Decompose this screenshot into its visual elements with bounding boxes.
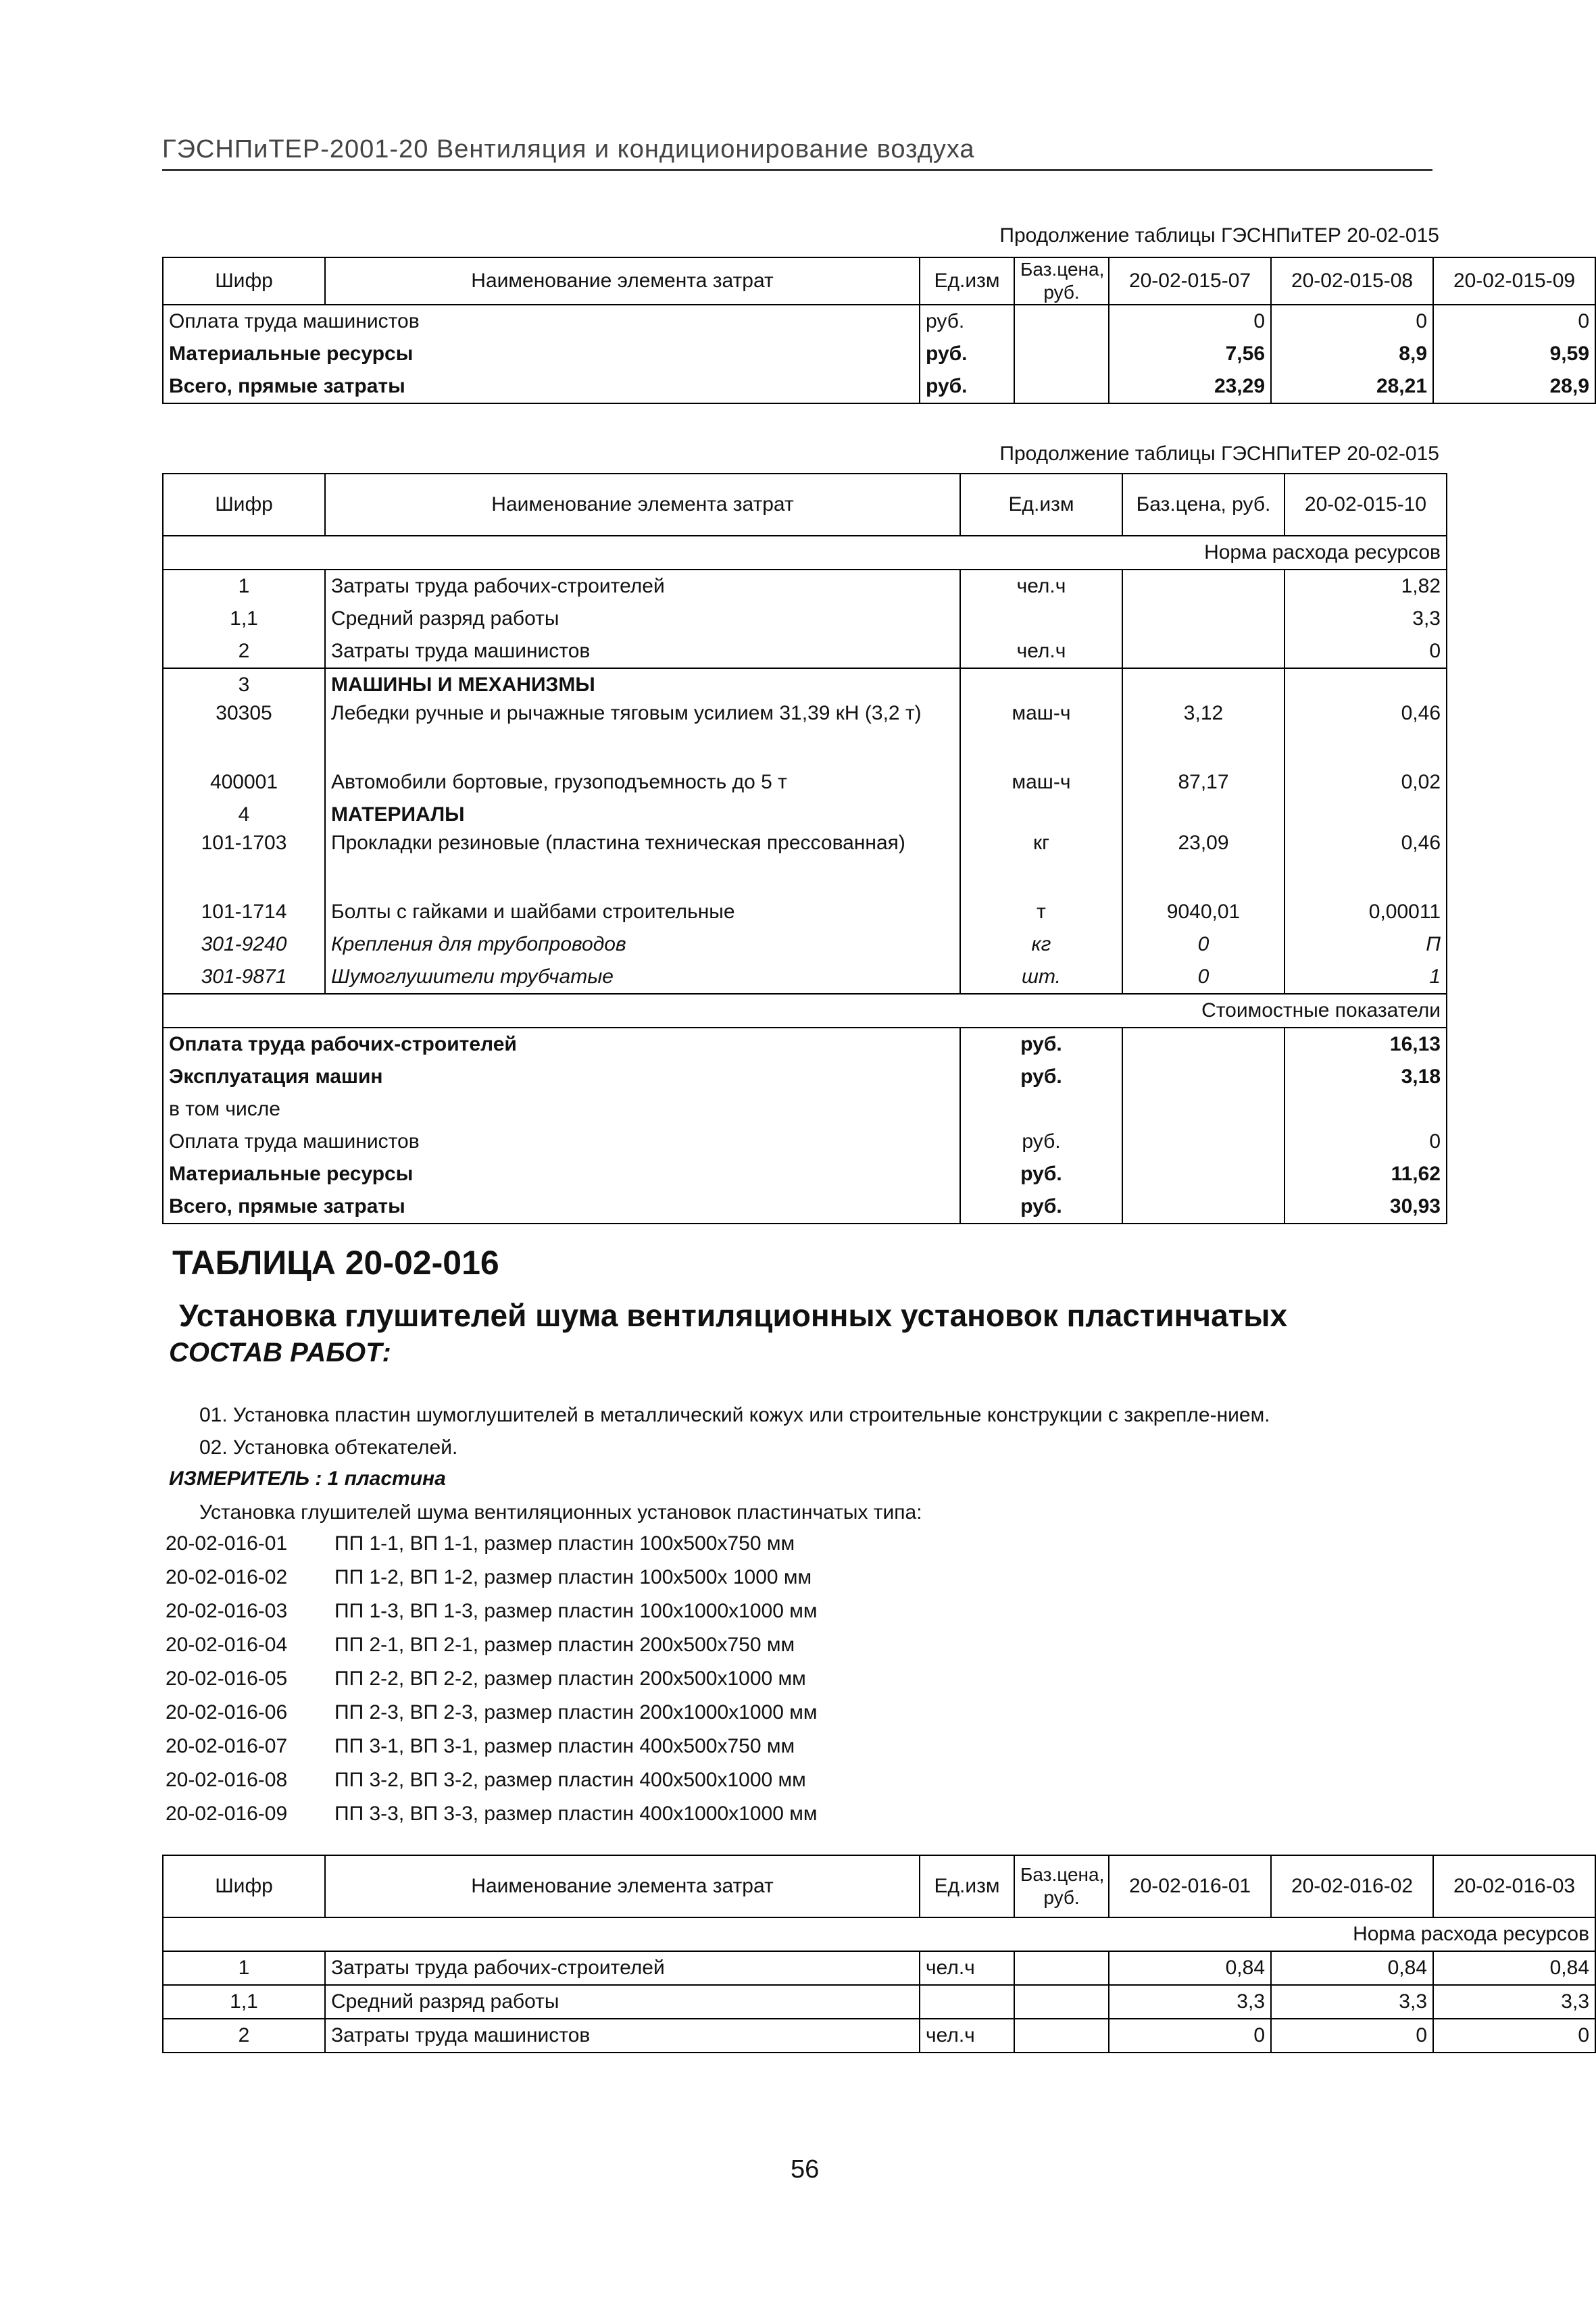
row-unit: руб. bbox=[920, 338, 1014, 370]
row-value bbox=[1285, 668, 1447, 701]
code-id: 20-02-016-09 bbox=[166, 1803, 288, 1825]
cost-unit bbox=[960, 1093, 1122, 1126]
row-unit: руб. bbox=[920, 305, 1014, 338]
cost-value: 16,13 bbox=[1285, 1028, 1447, 1061]
row-name: Болты с гайками и шайбами строительные bbox=[325, 896, 960, 928]
cost-label: Стоимостные показатели bbox=[163, 994, 1447, 1028]
row-v1: 3,3 bbox=[1109, 1985, 1271, 2019]
row-v3: 0 bbox=[1433, 2019, 1595, 2053]
row-v1: 23,29 bbox=[1109, 370, 1271, 403]
code-id: 20-02-016-07 bbox=[166, 1735, 288, 1757]
row-v3: 0,84 bbox=[1433, 1951, 1595, 1985]
table3 bbox=[162, 1855, 1596, 2053]
code-list-item bbox=[166, 1667, 818, 1701]
row-price bbox=[1014, 338, 1109, 370]
cost-label-row bbox=[163, 994, 1447, 1028]
row-unit bbox=[960, 799, 1122, 831]
row-unit: чел.ч bbox=[920, 2019, 1014, 2053]
cost-price bbox=[1122, 1061, 1285, 1093]
row-code: 2 bbox=[163, 635, 325, 668]
row-name: Лебедки ручные и рычажные тяговым усилием 31,39 кН (3,2 т) bbox=[325, 701, 960, 766]
table1-caption: Продолжение таблицы ГЭСНПиТЕР 20-02-015 bbox=[999, 224, 1439, 247]
th-col3: 20-02-016-03 bbox=[1433, 1855, 1595, 1917]
row-v3: 3,3 bbox=[1433, 1985, 1595, 2019]
running-header: ГЭСНПиТЕР-2001-20 Вентиляция и кондиционирование воздуха bbox=[162, 135, 975, 164]
row-code: 1,1 bbox=[163, 603, 325, 635]
code-description: ПП 2-3, ВП 2-3, размер пластин 200х1000х1000 мм bbox=[334, 1701, 818, 1724]
table-row bbox=[163, 701, 1447, 766]
code-list bbox=[166, 1532, 818, 1836]
row-unit: чел.ч bbox=[960, 635, 1122, 668]
work-item: 02. Установка обтекателей. bbox=[199, 1436, 458, 1459]
row-v1: 0,84 bbox=[1109, 1951, 1271, 1985]
row-code: 400001 bbox=[163, 766, 325, 799]
row-unit: маш-ч bbox=[960, 701, 1122, 766]
cost-row bbox=[163, 1158, 1447, 1190]
table-row bbox=[163, 338, 1595, 370]
row-price: 3,12 bbox=[1122, 701, 1285, 766]
row-v2: 0 bbox=[1271, 2019, 1433, 2053]
cost-name: Оплата труда машинистов bbox=[163, 1126, 960, 1158]
row-code: 101-1714 bbox=[163, 896, 325, 928]
cost-row bbox=[163, 1190, 1447, 1224]
row-v3: 0 bbox=[1433, 305, 1595, 338]
row-name: Всего, прямые затраты bbox=[163, 370, 920, 403]
row-v1: 7,56 bbox=[1109, 338, 1271, 370]
row-code: 301-9240 bbox=[163, 928, 325, 961]
row-unit: шт. bbox=[960, 961, 1122, 994]
cost-row bbox=[163, 1061, 1447, 1093]
cost-name: Оплата труда рабочих-строителей bbox=[163, 1028, 960, 1061]
th-price: Баз.цена, руб. bbox=[1122, 474, 1285, 536]
table-row bbox=[163, 928, 1447, 961]
table1 bbox=[162, 257, 1596, 404]
row-name: Затраты труда рабочих-строителей bbox=[325, 570, 960, 603]
row-unit: руб. bbox=[920, 370, 1014, 403]
work-item: 01. Установка пластин шумоглушителей в металлический кожух или строительные конструкции с закрепле-нием. bbox=[199, 1404, 1270, 1426]
row-v2: 0 bbox=[1271, 305, 1433, 338]
row-name: Затраты труда машинистов bbox=[325, 635, 960, 668]
row-name: Шумоглушители трубчатые bbox=[325, 961, 960, 994]
row-price bbox=[1014, 1951, 1109, 1985]
row-unit bbox=[920, 1985, 1014, 2019]
table2 bbox=[162, 473, 1447, 1224]
table-row bbox=[163, 635, 1447, 668]
code-list-item bbox=[166, 1701, 818, 1735]
code-id: 20-02-016-04 bbox=[166, 1634, 288, 1656]
code-description: ПП 3-3, ВП 3-3, размер пластин 400х1000х1000 мм bbox=[334, 1803, 818, 1825]
table-row bbox=[163, 896, 1447, 928]
row-code: 1,1 bbox=[163, 1985, 325, 2019]
table2-body bbox=[163, 570, 1447, 994]
row-code: 4 bbox=[163, 799, 325, 831]
row-value bbox=[1285, 799, 1447, 831]
code-id: 20-02-016-01 bbox=[166, 1532, 288, 1555]
row-price bbox=[1014, 370, 1109, 403]
row-value: 0,02 bbox=[1285, 766, 1447, 799]
section-title: ТАБЛИЦА 20-02-016 bbox=[172, 1244, 499, 1282]
row-name: Средний разряд работы bbox=[325, 1985, 920, 2019]
row-name: МАШИНЫ И МЕХАНИЗМЫ bbox=[325, 668, 960, 701]
code-description: ПП 3-2, ВП 3-2, размер пластин 400х500х1000 мм bbox=[334, 1769, 806, 1791]
cost-value: 30,93 bbox=[1285, 1190, 1447, 1224]
row-v3: 9,59 bbox=[1433, 338, 1595, 370]
row-price bbox=[1122, 570, 1285, 603]
row-price: 9040,01 bbox=[1122, 896, 1285, 928]
row-name: Средний разряд работы bbox=[325, 603, 960, 635]
row-price bbox=[1122, 668, 1285, 701]
row-v1: 0 bbox=[1109, 305, 1271, 338]
th-unit: Ед.изм bbox=[920, 257, 1014, 305]
table-row bbox=[163, 766, 1447, 799]
code-list-item bbox=[166, 1532, 818, 1566]
code-list-item bbox=[166, 1769, 818, 1803]
row-price bbox=[1122, 635, 1285, 668]
row-price bbox=[1122, 603, 1285, 635]
row-code: 301-9871 bbox=[163, 961, 325, 994]
row-name: Материальные ресурсы bbox=[163, 338, 920, 370]
norm-label: Норма расхода ресурсов bbox=[163, 1917, 1595, 1951]
row-name: Оплата труда машинистов bbox=[163, 305, 920, 338]
table3-body bbox=[163, 1951, 1595, 2053]
section-works-heading: СОСТАВ РАБОТ: bbox=[169, 1338, 391, 1367]
row-unit: кг bbox=[960, 928, 1122, 961]
cost-value: 11,62 bbox=[1285, 1158, 1447, 1190]
cost-name: Материальные ресурсы bbox=[163, 1158, 960, 1190]
cost-unit: руб. bbox=[960, 1061, 1122, 1093]
row-price: 0 bbox=[1122, 928, 1285, 961]
code-list-item bbox=[166, 1600, 818, 1634]
norm-label: Норма расхода ресурсов bbox=[163, 536, 1447, 570]
cost-price bbox=[1122, 1028, 1285, 1061]
table-row bbox=[163, 603, 1447, 635]
table2-caption: Продолжение таблицы ГЭСНПиТЕР 20-02-015 bbox=[999, 443, 1439, 465]
th-price: Баз.цена, руб. bbox=[1014, 1855, 1109, 1917]
row-price bbox=[1122, 799, 1285, 831]
cost-name: в том числе bbox=[163, 1093, 960, 1126]
th-unit: Ед.изм bbox=[920, 1855, 1014, 1917]
cost-value: 3,18 bbox=[1285, 1061, 1447, 1093]
code-description: ПП 3-1, ВП 3-1, размер пластин 400х500х750 мм bbox=[334, 1735, 795, 1757]
code-description: ПП 1-1, ВП 1-1, размер пластин 100х500х750 мм bbox=[334, 1532, 795, 1555]
row-code: 3 bbox=[163, 668, 325, 701]
cost-price bbox=[1122, 1093, 1285, 1126]
cost-name: Всего, прямые затраты bbox=[163, 1190, 960, 1224]
table-row bbox=[163, 305, 1595, 338]
header-rule bbox=[162, 169, 1432, 171]
row-name: Затраты труда машинистов bbox=[325, 2019, 920, 2053]
row-code: 2 bbox=[163, 2019, 325, 2053]
th-col2: 20-02-016-02 bbox=[1271, 1855, 1433, 1917]
th-col1: 20-02-015-07 bbox=[1109, 257, 1271, 305]
row-value: 0,46 bbox=[1285, 831, 1447, 896]
row-unit: т bbox=[960, 896, 1122, 928]
row-v3: 28,9 bbox=[1433, 370, 1595, 403]
row-v2: 3,3 bbox=[1271, 1985, 1433, 2019]
row-name: Крепления для трубопроводов bbox=[325, 928, 960, 961]
th-col3: 20-02-015-09 bbox=[1433, 257, 1595, 305]
row-unit bbox=[960, 668, 1122, 701]
row-value: 0,00011 bbox=[1285, 896, 1447, 928]
cost-unit: руб. bbox=[960, 1126, 1122, 1158]
cost-row bbox=[163, 1093, 1447, 1126]
th-name: Наименование элемента затрат bbox=[325, 1855, 920, 1917]
cost-name: Эксплуатация машин bbox=[163, 1061, 960, 1093]
row-price bbox=[1014, 305, 1109, 338]
section-subtitle: Установка глушителей шума вентиляционных установок пластинчатых bbox=[179, 1298, 1288, 1333]
cost-unit: руб. bbox=[960, 1190, 1122, 1224]
row-unit: чел.ч bbox=[960, 570, 1122, 603]
th-name: Наименование элемента затрат bbox=[325, 474, 960, 536]
norm-row bbox=[163, 1917, 1595, 1951]
cost-unit: руб. bbox=[960, 1028, 1122, 1061]
row-price: 23,09 bbox=[1122, 831, 1285, 896]
th-col2: 20-02-015-08 bbox=[1271, 257, 1433, 305]
th-col1: 20-02-016-01 bbox=[1109, 1855, 1271, 1917]
row-code: 1 bbox=[163, 570, 325, 603]
code-id: 20-02-016-02 bbox=[166, 1566, 288, 1588]
cost-unit: руб. bbox=[960, 1158, 1122, 1190]
code-description: ПП 1-2, ВП 1-2, размер пластин 100х500х 1000 мм bbox=[334, 1566, 812, 1588]
page-number: 56 bbox=[791, 2155, 820, 2184]
code-description: ПП 2-1, ВП 2-1, размер пластин 200х500х750 мм bbox=[334, 1634, 795, 1656]
row-value: 0,46 bbox=[1285, 701, 1447, 766]
table-row bbox=[163, 370, 1595, 403]
code-list-item bbox=[166, 1803, 818, 1836]
cost-value bbox=[1285, 1093, 1447, 1126]
th-name: Наименование элемента затрат bbox=[325, 257, 920, 305]
row-v2: 8,9 bbox=[1271, 338, 1433, 370]
code-id: 20-02-016-05 bbox=[166, 1667, 288, 1690]
row-unit bbox=[960, 603, 1122, 635]
th-code: Шифр bbox=[163, 257, 325, 305]
table2-cost-body bbox=[163, 1028, 1447, 1224]
th-unit: Ед.изм bbox=[960, 474, 1122, 536]
row-price bbox=[1014, 1985, 1109, 2019]
row-value: П bbox=[1285, 928, 1447, 961]
row-name: Автомобили бортовые, грузоподъемность до 5 т bbox=[325, 766, 960, 799]
table-row bbox=[163, 1951, 1595, 1985]
row-code: 101-1703 bbox=[163, 831, 325, 896]
row-v2: 28,21 bbox=[1271, 370, 1433, 403]
cost-price bbox=[1122, 1158, 1285, 1190]
row-unit: кг bbox=[960, 831, 1122, 896]
row-price: 87,17 bbox=[1122, 766, 1285, 799]
row-price: 0 bbox=[1122, 961, 1285, 994]
row-code: 30305 bbox=[163, 701, 325, 766]
row-value: 1 bbox=[1285, 961, 1447, 994]
th-code: Шифр bbox=[163, 474, 325, 536]
row-name: МАТЕРИАЛЫ bbox=[325, 799, 960, 831]
table-row bbox=[163, 2019, 1595, 2053]
table-row bbox=[163, 831, 1447, 896]
row-v2: 0,84 bbox=[1271, 1951, 1433, 1985]
table-row bbox=[163, 668, 1447, 701]
row-price bbox=[1014, 2019, 1109, 2053]
row-value: 3,3 bbox=[1285, 603, 1447, 635]
norm-row bbox=[163, 536, 1447, 570]
code-id: 20-02-016-08 bbox=[166, 1769, 288, 1791]
row-code: 1 bbox=[163, 1951, 325, 1985]
row-name: Затраты труда рабочих-строителей bbox=[325, 1951, 920, 1985]
row-name: Прокладки резиновые (пластина техническая прессованная) bbox=[325, 831, 960, 896]
code-id: 20-02-016-03 bbox=[166, 1600, 288, 1622]
table-row bbox=[163, 570, 1447, 603]
cost-row bbox=[163, 1126, 1447, 1158]
cost-price bbox=[1122, 1126, 1285, 1158]
th-code: Шифр bbox=[163, 1855, 325, 1917]
code-id: 20-02-016-06 bbox=[166, 1701, 288, 1724]
cost-row bbox=[163, 1028, 1447, 1061]
code-description: ПП 2-2, ВП 2-2, размер пластин 200х500х1000 мм bbox=[334, 1667, 806, 1690]
row-v1: 0 bbox=[1109, 2019, 1271, 2053]
table-row bbox=[163, 799, 1447, 831]
code-list-item bbox=[166, 1634, 818, 1667]
row-value: 0 bbox=[1285, 635, 1447, 668]
th-col1: 20-02-015-10 bbox=[1285, 474, 1447, 536]
row-value: 1,82 bbox=[1285, 570, 1447, 603]
meter-label: ИЗМЕРИТЕЛЬ : 1 пластина bbox=[169, 1467, 446, 1490]
row-unit: маш-ч bbox=[960, 766, 1122, 799]
code-description: ПП 1-3, ВП 1-3, размер пластин 100х1000х1000 мм bbox=[334, 1600, 818, 1622]
cost-value: 0 bbox=[1285, 1126, 1447, 1158]
table-row bbox=[163, 1985, 1595, 2019]
code-list-item bbox=[166, 1566, 818, 1600]
table-row bbox=[163, 961, 1447, 994]
cost-price bbox=[1122, 1190, 1285, 1224]
row-unit: чел.ч bbox=[920, 1951, 1014, 1985]
intro-text: Установка глушителей шума вентиляционных установок пластинчатых типа: bbox=[199, 1501, 922, 1524]
code-list-item bbox=[166, 1735, 818, 1769]
th-price: Баз.цена, руб. bbox=[1014, 257, 1109, 305]
